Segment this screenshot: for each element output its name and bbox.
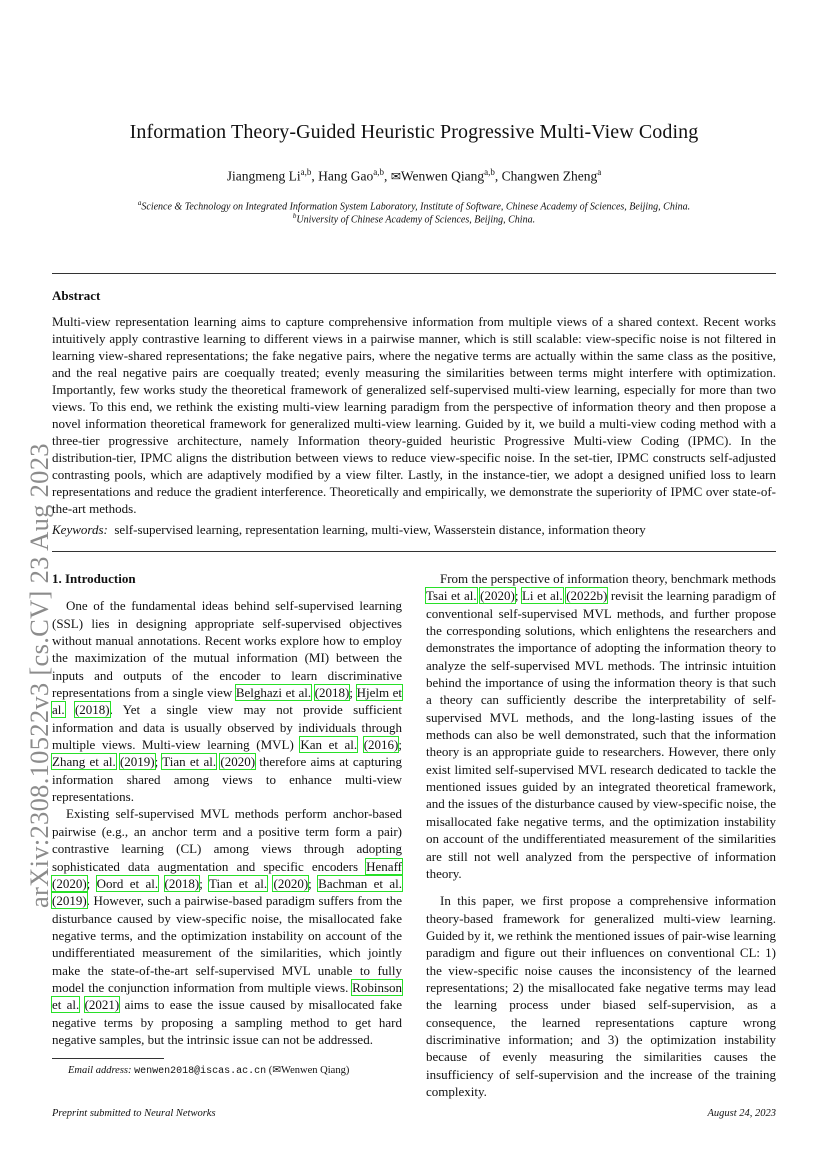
citation-link[interactable]: Robinson et al. [52,979,402,1013]
abstract-text: Multi-view representation learning aims to capture comprehensive information from multiple views of a shared context. Recent works intuitively apply contrastive learning to different views in a pairwise manner, which is still scalable: view-specific noise is not filtered in learning view-shared representations; the fake negative pairs, where the negative terms are actually within the same class as the positive, and the real negative pairs are coequally treated; evenly measuring the similarities between terms might interfere with optimization. Importantly, few works study the theoretical framework of generalized self-supervised multi-view learning, especially for more than two views. To this end, we rethink the existing multi-view learning paradigm from the perspective of information theory and then propose a novel information theoretical framework for generalized multi-view learning. Guided by it, we build a multi-view coding method with a three-tier progressive architecture, namely Information theory-guided heuristic Progressive Multi-view Coding (IPMC). In the distribution-tier, IPMC aligns the distribution between views to reduce view-specific noise. In the set-tier, IPMC constructs self-adjusted contrasting pools, which are adaptively modified by a view filter. Lastly, in the instance-tier, we adopt a designed unified loss to learn representations and reduce the gradient interference. Theoretically and empirically, we demonstrate the superiority of IPMC over state-of-the-art methods. [52,314,776,516]
citation-link[interactable]: Belghazi et al. [235,685,312,701]
citation-link[interactable]: Henaff [366,858,402,874]
footnote-label: Email address: [68,1065,132,1076]
right-column [426,570,776,1100]
citation-link[interactable]: Tian et al. [162,754,217,770]
footnote [68,1064,349,1077]
affiliation-a [52,199,776,212]
citation-link[interactable]: Li et al. [521,588,563,604]
citation-year-link[interactable]: (2022b) [566,588,608,604]
citation-year-link[interactable]: (2020) [480,588,515,604]
paragraph: One of the fundamental ideas behind self-supervised learning (SSL) lies in designing appropriate self-supervised objectives without manual annotations. Recent works explore how to employ the maximization of the mutual information (MI) between the inputs and outputs of the encoder to learn discriminative representations from a single view Belghazi et al. (2018); Hjelm et al. (2018). Yet a single view may not provide sufficient information and data is usually observed by individuals through multiple views. Multi-view learning (MVL) Kan et al. (2016); Zhang et al. (2019); Tian et al. (2020) therefore aims at capturing information shared among views to enhance multi-view representations. [52,598,402,805]
citation-year-link[interactable]: (2020) [220,754,256,770]
citation-year-link[interactable]: (2021) [84,997,120,1013]
citation-year-link[interactable]: (2019) [119,754,155,770]
citation-link[interactable]: Tian et al. [208,875,268,891]
citation-year-link[interactable]: (2018) [164,875,200,891]
citation-link[interactable]: Oord et al. [96,875,159,891]
footer-date: August 24, 2023 [707,1108,776,1119]
affiliation-text: Science & Technology on Integrated Information System Laboratory, Institute of Software, Chinese Academy of Sciences, Beijing, China. [141,201,691,213]
citation-link[interactable]: Hjelm et al. [52,685,402,718]
citation-link[interactable]: Kan et al. [300,737,358,753]
footnote-divider [52,1058,164,1059]
keywords [52,522,776,538]
section-heading: 1. Introduction [52,571,136,586]
citation-link[interactable]: Tsai et al. [426,588,477,604]
affiliation-text: University of Chinese Academy of Sciences, Beijing, China. [296,214,536,226]
citation-year-link[interactable]: (2018) [314,685,350,701]
header-divider [52,273,776,274]
author-affil-mark: a,b [484,167,495,177]
author-affil-mark: a [597,167,602,177]
author-name: Wenwen Qiang [400,168,485,184]
paper-title: Information Theory-Guided Heuristic Progressive Multi-View Coding [129,121,699,143]
author-affil-mark: a,b [373,167,385,177]
abstract-heading: Abstract [52,288,101,303]
citation-year-link[interactable]: (2020) [52,875,87,891]
author-name: Hang Gao [318,168,374,184]
affiliation-mark: a [137,199,142,207]
footer-venue: Preprint submitted to Neural Networks [52,1108,216,1119]
left-column [52,570,402,1048]
citation-link[interactable]: Bachman et al. [318,875,403,891]
abstract-divider [52,551,776,552]
author-affil-mark: a,b [300,167,312,177]
footnote-author: (✉Wenwen Qiang) [268,1065,350,1076]
paragraph: Existing self-supervised MVL methods perform anchor-based pairwise (e.g., an anchor term and a positive term form a pair) contrastive learning (CL) among views through adopting sophisticated data augmentation and specific encoders Henaff (2020); Oord et al. (2018); Tian et al. (2020); Bachman et al. (2019). However, such a pairwise-based paradigm suffers from the disturbance caused by view-specific noise, the misallocated fake negative terms, and the optimization instability on account of the undifferentiated measurement of the similarities, which jointly make the state-of-the-art self-supervised MVL unable to fully model the conjunction information from multiple views. Robinson et al. (2021) aims to ease the issue caused by misallocated fake negative terms by proposing a sampling method to get hard negative samples, but the intrinsic issue can not be addressed. [52,806,403,1047]
paragraph: From the perspective of information theory, benchmark methods Tsai et al. (2020); Li et al. (2022b) revisit the learning paradigm of conventional self-supervised MVL methods, and further propose the corresponding solutions, which enlightens the researchers and demonstrates the importance of adopting the information theory to analyze the self-supervised MVL methods. The intrinsic intuition behind the importance of using the information theory is that such a theory can sufficiently describe the interpretability of self-supervised MVL methods, and the long-lasting issues of the methods can also be well demonstrated, such that the information theory is an appropriate guide to researchers. However, there only exist limited self-supervised MVL research dedicated to tackle the mentioned issues guided by an integrated theoretical framework, and the issues of the disturbance caused by view-specific noise, the misallocated fake negative terms, and the optimization instability on account of the undifferentiated measurement of the similarities are still not well analyzed from the perspective of information theory. [426,571,776,881]
affiliation-mark: b [292,212,297,220]
keywords-text: self-supervised learning, representation learning, multi-view, Wasserstein distance, information theory [114,522,646,537]
citation-year-link[interactable]: (2016) [363,737,399,753]
keywords-label: Keywords: [52,522,108,537]
author-name: Changwen Zheng [501,168,598,184]
envelope-icon: ✉ [390,169,401,184]
author-name: Jiangmeng Li [226,168,301,184]
citation-year-link[interactable]: (2018) [74,702,110,718]
author-list: Jiangmeng Li$^{a,b}$, Hang Gao$^{a,b}$, ✉Wenwen Qiang$^{a,b}$, Changwen Zheng$^a$ [226,167,602,184]
arxiv-identifier: arXiv:2308.10522v3 [cs.CV] 23 Aug 2023 [24,443,54,908]
affiliation-b [52,212,776,225]
citation-year-link[interactable]: (2019) [52,893,87,909]
citation-link[interactable]: Zhang et al. [52,754,116,770]
citation-year-link[interactable]: (2020) [273,875,309,891]
email-link[interactable]: wenwen2018@iscas.ac.cn [134,1066,267,1077]
paragraph: In this paper, we first propose a comprehensive information theory-based framework for generalized multi-view learning. Guided by it, we rethink the mentioned issues of pair-wise learning paradigm and figure out their influences on conventional CL: 1) the view-specific noise causes the inconsistency of the learned representations; 2) the misallocated fake negative terms may lead the learning process under biased self-supervision, as a consequence, the learned representations capture wrong discriminative information; and 3) the optimization instability because of evenly measuring the similarities causes the insufficiency of self-supervision and the increase of the training complexity. [426,893,776,1099]
